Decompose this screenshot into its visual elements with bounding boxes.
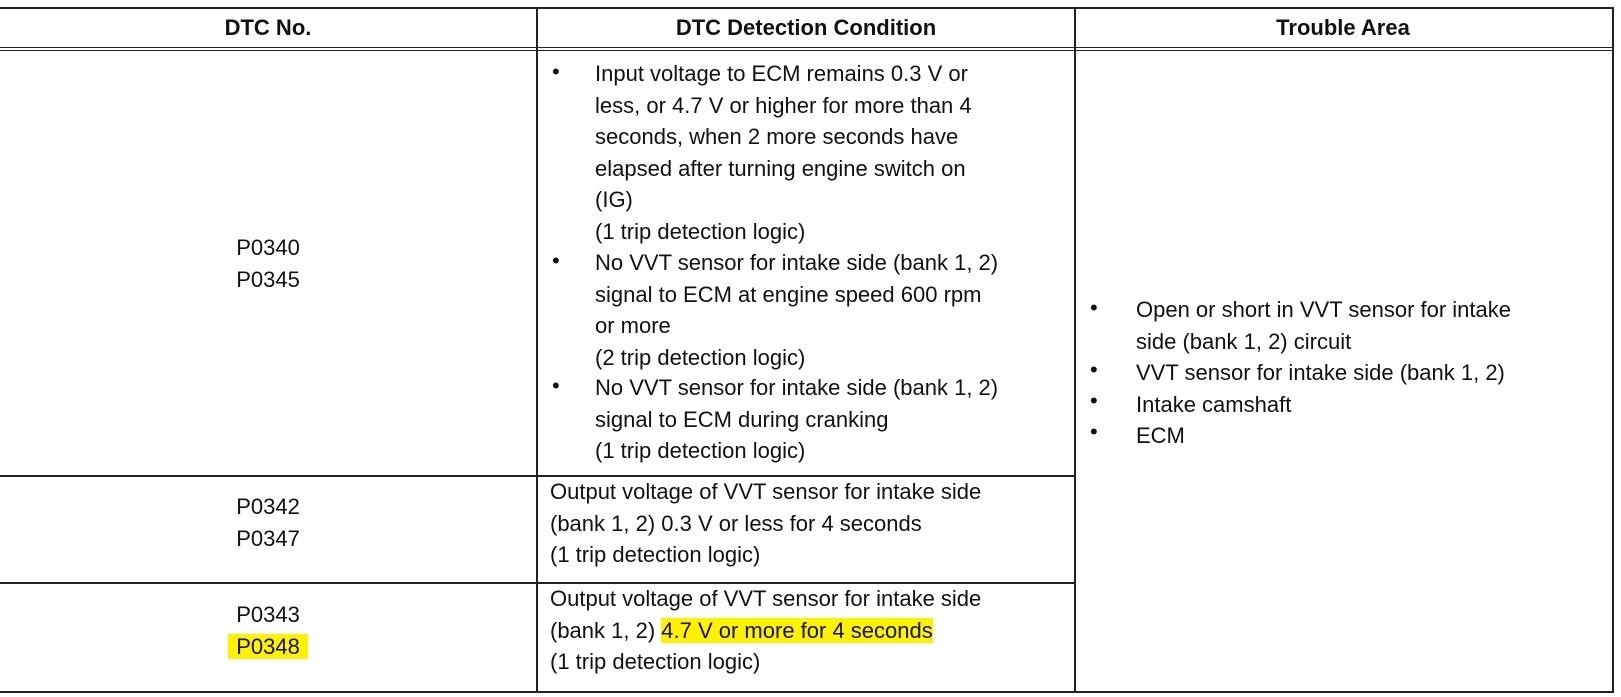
condition-line: Output voltage of VVT sensor for intake side xyxy=(550,586,982,611)
column-divider xyxy=(1074,9,1076,691)
condition-item-2 xyxy=(595,247,998,373)
condition-line: signal to ECM at engine speed 600 rpm xyxy=(595,281,982,307)
condition-line: seconds, when 2 more seconds have xyxy=(595,124,959,149)
bullet: • xyxy=(552,373,560,398)
column-divider xyxy=(536,9,538,691)
header-dtc-no: DTC No. xyxy=(224,15,312,40)
table-row-2-condition xyxy=(550,476,981,571)
condition-item-3 xyxy=(595,372,998,467)
header-trouble-area: Trouble Area xyxy=(1276,15,1410,40)
dtc-code xyxy=(0,631,536,663)
bullet: • xyxy=(552,59,560,84)
bullet: • xyxy=(1090,388,1098,413)
table-row-3-condition xyxy=(550,583,981,678)
condition-line: No VVT sensor for intake side (bank 1, 2) xyxy=(595,250,999,275)
dtc-code: P0345 xyxy=(236,266,300,292)
trouble-area-item: ECM xyxy=(1136,423,1185,448)
condition-line: elapsed after turning engine switch on xyxy=(595,155,966,181)
condition-line: (bank 1, 2) 0.3 V or less for 4 seconds xyxy=(550,510,922,536)
condition-line: or more xyxy=(595,313,671,338)
condition-line: Output voltage of VVT sensor for intake side xyxy=(550,479,982,504)
dtc-table xyxy=(0,7,1614,693)
trouble-area-item: VVT sensor for intake side (bank 1, 2) xyxy=(1136,360,1505,385)
condition-line: (2 trip detection logic) xyxy=(595,344,806,370)
condition-line xyxy=(550,615,981,647)
condition-line: signal to ECM during cranking xyxy=(595,406,889,432)
condition-line: No VVT sensor for intake side (bank 1, 2) xyxy=(595,375,999,400)
bullet: • xyxy=(1090,295,1098,320)
condition-text: (bank 1, 2) xyxy=(550,617,662,643)
header-separator xyxy=(0,47,1612,51)
bullet: • xyxy=(1090,419,1098,444)
trouble-area-item: side (bank 1, 2) circuit xyxy=(1136,328,1352,354)
dtc-code: P0342 xyxy=(236,494,300,519)
condition-line: (1 trip detection logic) xyxy=(550,649,761,674)
dtc-code: P0340 xyxy=(236,235,300,260)
header-detection-condition: DTC Detection Condition xyxy=(675,15,937,40)
condition-line: (1 trip detection logic) xyxy=(550,542,761,567)
condition-line: (1 trip detection logic) xyxy=(595,438,806,463)
table-row-2-codes xyxy=(0,491,536,554)
condition-line: (IG) xyxy=(595,187,633,212)
dtc-code: P0343 xyxy=(236,602,300,627)
condition-item-1 xyxy=(595,58,972,247)
highlighted-condition-text: 4.7 V or more for 4 seconds xyxy=(661,617,933,643)
trouble-area-item: Open or short in VVT sensor for intake xyxy=(1136,297,1511,322)
table-row-3-codes xyxy=(0,599,536,662)
dtc-code: P0347 xyxy=(236,525,300,551)
trouble-area-item: Intake camshaft xyxy=(1136,391,1292,417)
trouble-area-list xyxy=(1136,294,1511,452)
highlighted-dtc-code: P0348 xyxy=(228,634,308,659)
bullet: • xyxy=(552,248,560,273)
condition-line: (1 trip detection logic) xyxy=(595,218,806,244)
table-row-1-codes xyxy=(0,232,536,295)
condition-line: Input voltage to ECM remains 0.3 V or xyxy=(595,61,968,86)
condition-line: less, or 4.7 V or higher for more than 4 xyxy=(595,92,972,118)
bullet: • xyxy=(1090,357,1098,382)
